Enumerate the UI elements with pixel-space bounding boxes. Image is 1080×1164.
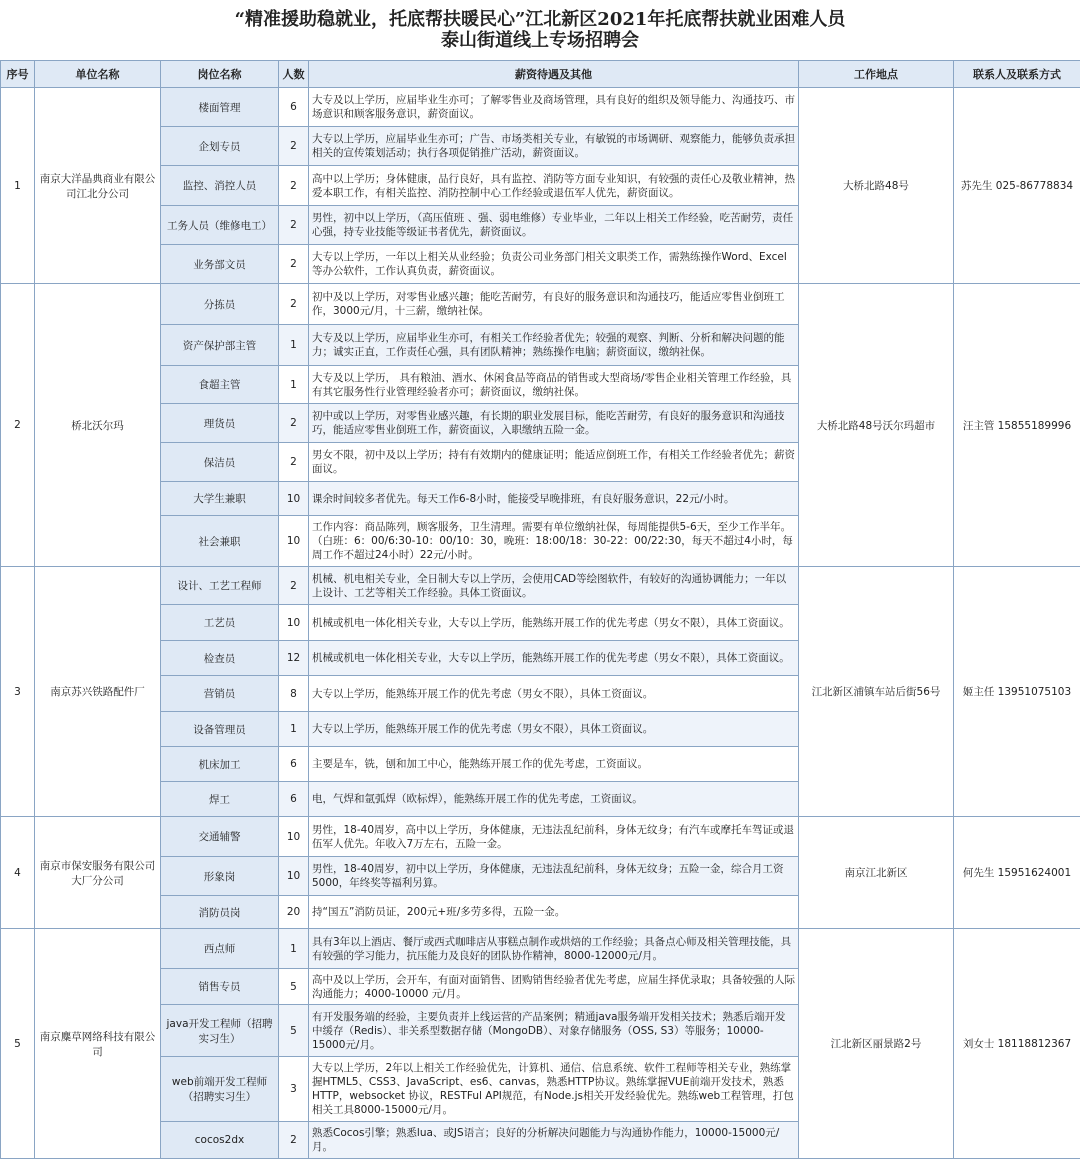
job-contact: 姬主任 13951075103 [954,567,1080,817]
job-desc: 初中或以上学历，对零售业感兴趣，有长期的职业发展目标，能吃苦耐劳，有良好的服务意识和沟通技巧，能适应零售业倒班工作，薪资面议，入职缴纳五险一金。 [309,404,799,443]
job-desc: 工作内容：商品陈列，顾客服务，卫生清理。需要有单位缴纳社保，每周能提供5-6天，至少工作半年。 （白班：6：00/6:30-10：00/10：30，晚班：18:00/18：30-22：00/22:30，每天不超过4小时，每周工作不超过24小时）22元/小时。 [309,516,799,567]
job-count: 2 [279,245,309,284]
job-count: 3 [279,1057,309,1122]
job-desc: 具有3年以上酒店、餐厅或西式咖啡店从事糕点制作或烘焙的工作经验；具备点心师及相关管理技能，具有较强的学习能力，抗压能力及良好的团队协作精神，8000-12000元/月。 [309,929,799,969]
table-row [1,817,1080,857]
header-company: 单位名称 [35,61,161,88]
company-name: 桥北沃尔玛 [35,284,161,567]
job-count: 10 [279,516,309,567]
company-index: 3 [1,567,35,817]
job-title: 资产保护部主管 [161,325,279,366]
job-count: 2 [279,206,309,245]
job-title: 业务部文员 [161,245,279,284]
header-contact: 联系人及联系方式 [954,61,1080,88]
job-title: 食超主管 [161,366,279,404]
page-header [0,0,1080,60]
job-desc: 大专及以上学历， 具有粮油、酒水、休闲食品等商品的销售或大型商场/零售企业相关管理工作经验，具有其它服务性行业管理经验者亦可；薪资面议，缴纳社保。 [309,366,799,404]
job-count: 12 [279,641,309,676]
job-title: 机床加工 [161,747,279,782]
job-count: 10 [279,605,309,641]
job-desc: 男女不限，初中及以上学历；持有有效期内的健康证明；能适应倒班工作，有相关工作经验者优先；薪资面议。 [309,443,799,482]
company-name: 南京大洋晶典商业有限公司江北分公司 [35,88,161,284]
job-location: 大桥北路48号沃尔玛超市 [799,284,954,567]
job-desc: 课余时间较多者优先。每天工作6-8小时，能接受早晚排班，有良好服务意识，22元/小时。 [309,482,799,516]
job-location: 南京江北新区 [799,817,954,929]
job-title: cocos2dx [161,1122,279,1159]
job-count: 2 [279,443,309,482]
job-title: 工艺员 [161,605,279,641]
job-title: 销售专员 [161,969,279,1005]
job-desc: 主要是车，铣，刨和加工中心，能熟练开展工作的优先考虑，工资面议。 [309,747,799,782]
job-count: 1 [279,325,309,366]
job-count: 1 [279,366,309,404]
job-desc: 高中以上学历；身体健康，品行良好，具有监控、消防等方面专业知识，有较强的责任心及敬业精神，热爱本职工作，有相关监控、消防控制中心工作经验或退伍军人优先，薪资面议。 [309,166,799,206]
job-count: 20 [279,896,309,929]
job-title: 消防员岗 [161,896,279,929]
job-count: 2 [279,404,309,443]
job-count: 1 [279,712,309,747]
job-title: java开发工程师（招聘实习生） [161,1005,279,1057]
job-desc: 机械、机电相关专业，全日制大专以上学历，会使用CAD等绘图软件，有较好的沟通协调能力；一年以上设计、工艺等相关工作经验。具体工资面议。 [309,567,799,605]
job-title: 营销员 [161,676,279,712]
job-title: 工务人员（维修电工） [161,206,279,245]
job-title: 理货员 [161,404,279,443]
job-location: 江北新区浦镇车站后街56号 [799,567,954,817]
company-index: 2 [1,284,35,567]
job-title: 形象岗 [161,857,279,896]
job-desc: 大专以上学历，一年以上相关从业经验；负责公司业务部门相关文职类工作，需熟练操作Word、Excel等办公软件，工作认真负责，薪资面议。 [309,245,799,284]
header-location: 工作地点 [799,61,954,88]
job-title: 社会兼职 [161,516,279,567]
job-title: web前端开发工程师（招聘实习生） [161,1057,279,1122]
job-title: 西点师 [161,929,279,969]
header-salary: 薪资待遇及其他 [309,61,799,88]
job-desc: 男性，18-40周岁，初中以上学历，身体健康，无违法乱纪前科，身体无纹身；五险一金，综合月工资5000，年终奖等福利另算。 [309,857,799,896]
company-name: 南京市保安服务有限公司大厂分公司 [35,817,161,929]
job-desc: 大专及以上学历，应届毕业生亦可，有相关工作经验者优先；较强的观察、判断、分析和解决问题的能力；诚实正直，工作责任心强，具有团队精神；熟练操作电脑；薪资面议，缴纳社保。 [309,325,799,366]
job-title: 大学生兼职 [161,482,279,516]
job-contact: 刘女士 18118812367 [954,929,1080,1159]
table-header-row [1,61,1080,88]
job-desc: 大专以上学历，2年以上相关工作经验优先，计算机、通信、信息系统、软件工程师等相关专业，熟练掌握HTML5、CSS3、JavaScript、es6、canvas，熟悉HTTP协议。熟练掌握VUE前端开发技术，熟悉 HTTP，websocket 协议，RESTFul API规范，有Node.js相关开发经验优先。熟练web工程管理，打包相关工具8000-15000元/月。 [309,1057,799,1122]
job-desc: 大专及以上学历，应届毕业生亦可；了解零售业及商场管理，具有良好的组织及领导能力、沟通技巧、市场意识和顾客服务意识，薪资面议。 [309,88,799,127]
job-location: 大桥北路48号 [799,88,954,284]
job-desc: 大专以上学历，能熟练开展工作的优先考虑（男女不限），具体工资面议。 [309,712,799,747]
job-title: 保洁员 [161,443,279,482]
job-desc: 大专以上学历，能熟练开展工作的优先考虑（男女不限），具体工资面议。 [309,676,799,712]
job-count: 6 [279,782,309,817]
company-name: 南京苏兴铁路配件厂 [35,567,161,817]
company-index: 1 [1,88,35,284]
job-count: 2 [279,567,309,605]
header-position: 岗位名称 [161,61,279,88]
job-count: 1 [279,929,309,969]
job-count: 5 [279,1005,309,1057]
job-title: 焊工 [161,782,279,817]
job-count: 8 [279,676,309,712]
job-desc: 男性，初中以上学历，（高压值班 、强、弱电维修）专业毕业，二年以上相关工作经验，吃苦耐劳，责任心强，持专业技能等级证书者优先，薪资面议。 [309,206,799,245]
job-count: 10 [279,857,309,896]
job-desc: 男性，18-40周岁，高中以上学历，身体健康，无违法乱纪前科，身体无纹身；有汽车或摩托车驾证或退伍军人优先。年收入7万左右，五险一金。 [309,817,799,857]
job-desc: 机械或机电一体化相关专业，大专以上学历，能熟练开展工作的优先考虑（男女不限），具体工资面议。 [309,641,799,676]
job-desc: 机械或机电一体化相关专业，大专以上学历，能熟练开展工作的优先考虑（男女不限），具体工资面议。 [309,605,799,641]
job-title: 交通辅警 [161,817,279,857]
company-index: 5 [1,929,35,1159]
job-count: 10 [279,482,309,516]
company-name: 南京麋草网络科技有限公司 [35,929,161,1159]
table-row [1,567,1080,605]
table-row [1,88,1080,127]
job-contact: 何先生 15951624001 [954,817,1080,929]
job-title: 检查员 [161,641,279,676]
table-row [1,284,1080,325]
job-desc: 初中及以上学历，对零售业感兴趣；能吃苦耐劳，有良好的服务意识和沟通技巧，能适应零售业倒班工作，3000元/月，十三薪，缴纳社保。 [309,284,799,325]
job-count: 2 [279,1122,309,1159]
job-title: 设备管理员 [161,712,279,747]
job-desc: 电，气焊和氩弧焊（欧标焊），能熟练开展工作的优先考虑，工资面议。 [309,782,799,817]
job-title: 监控、消控人员 [161,166,279,206]
job-desc: 有开发服务端的经验，主要负责并上线运营的产品案例；精通java服务端开发相关技术；熟悉后端开发中缓存（Redis）、非关系型数据存储（MongoDB）、对象存储服务（OSS, S3）等服务；10000-15000元/月。 [309,1005,799,1057]
page-title: “精准援助稳就业，托底帮扶暖民心”江北新区2021年托底帮扶就业困难人员 [234,9,846,30]
header-count: 人数 [279,61,309,88]
job-count: 2 [279,284,309,325]
page-subtitle: 泰山街道线上专场招聘会 [441,30,639,51]
job-count: 2 [279,166,309,206]
job-desc: 持“国五”消防员证，200元+班/多劳多得，五险一金。 [309,896,799,929]
job-count: 5 [279,969,309,1005]
job-count: 2 [279,127,309,166]
job-title: 企划专员 [161,127,279,166]
job-title: 设计、工艺工程师 [161,567,279,605]
job-contact: 苏先生 025-86778834 [954,88,1080,284]
job-count: 6 [279,747,309,782]
job-contact: 汪主管 15855189996 [954,284,1080,567]
job-count: 6 [279,88,309,127]
header-index: 序号 [1,61,35,88]
table-row [1,929,1080,969]
job-title: 楼面管理 [161,88,279,127]
job-title: 分拣员 [161,284,279,325]
job-location: 江北新区丽景路2号 [799,929,954,1159]
job-desc: 大专以上学历，应届毕业生亦可；广告、市场类相关专业，有敏锐的市场调研、观察能力，能够负责承担相关的宣传策划活动；执行各项促销推广活动，薪资面议。 [309,127,799,166]
job-desc: 熟悉Cocos引擎；熟悉lua、或JS语言；良好的分析解决问题能力与沟通协作能力，10000-15000元/月。 [309,1122,799,1159]
company-index: 4 [1,817,35,929]
job-desc: 高中及以上学历，会开车，有面对面销售、团购销售经验者优先考虑，应届生择优录取；具备较强的人际沟通能力；4000-10000 元/月。 [309,969,799,1005]
job-count: 10 [279,817,309,857]
job-table [0,60,1080,1159]
